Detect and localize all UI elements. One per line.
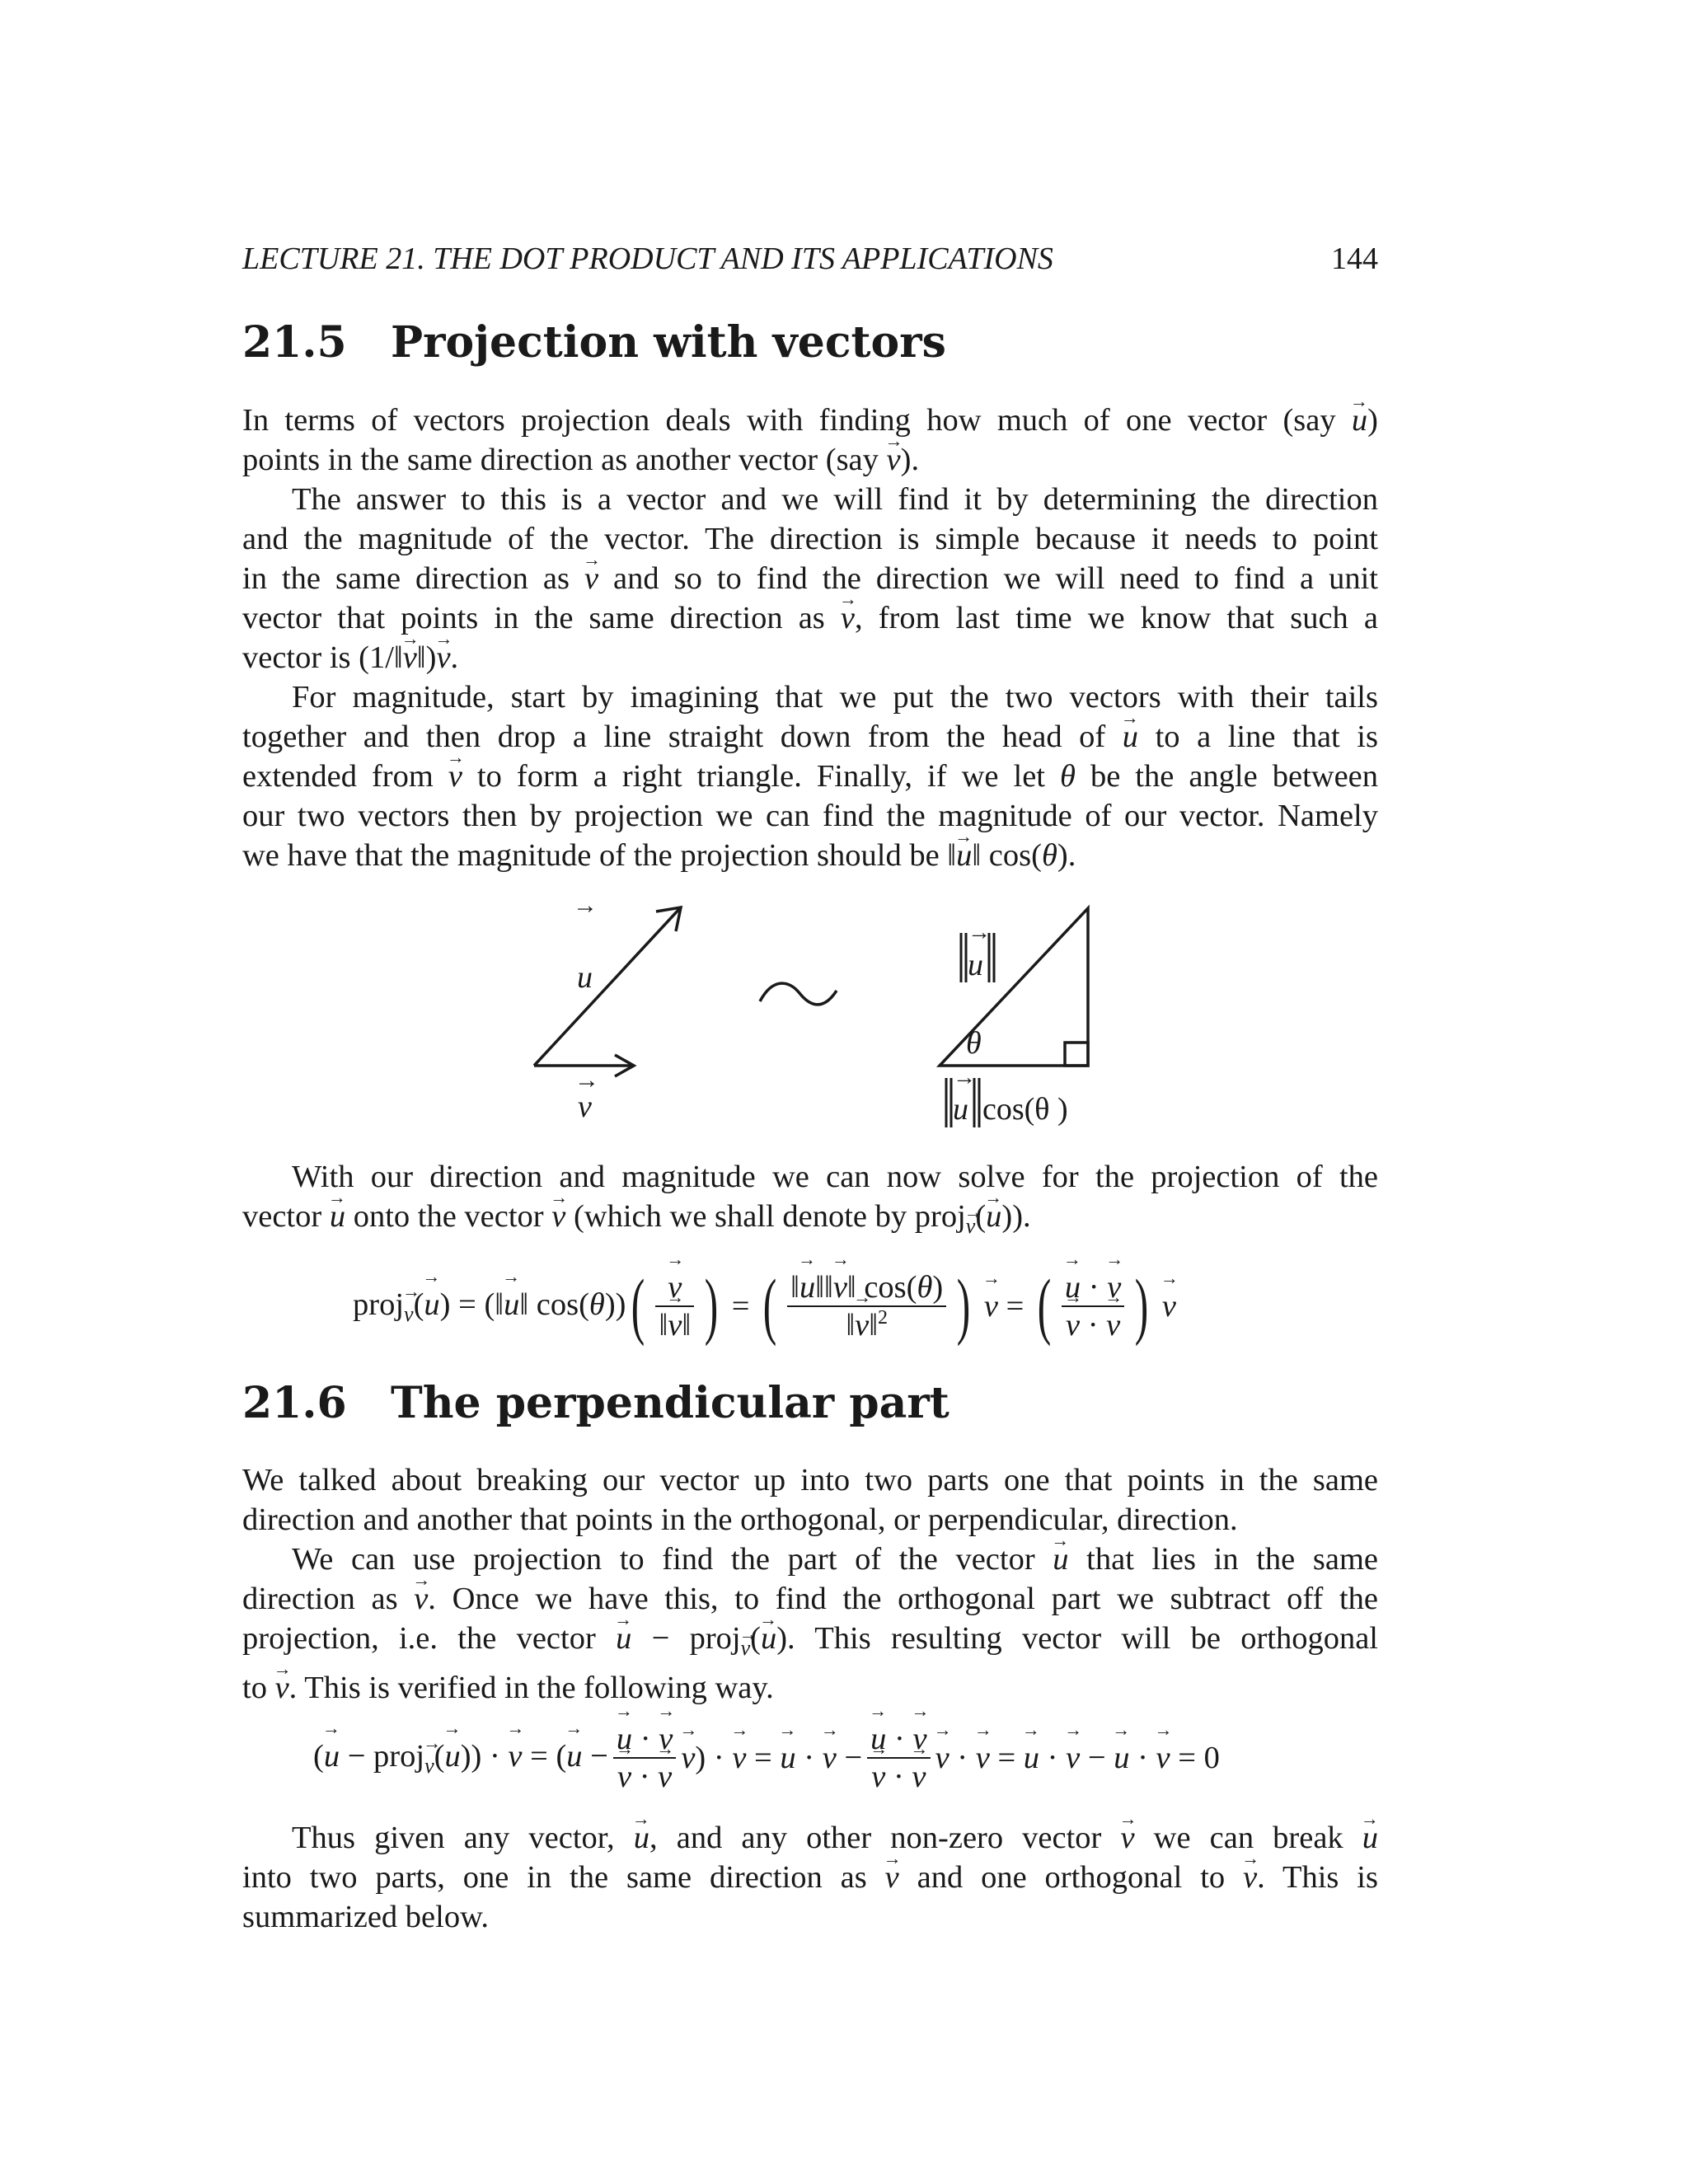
projection-equation: proj→ $_v$(→ u) = (‖→ u‖ cos(θ)) ( → $\frac{v}{‖\to v‖}$ ) = ( $\frac{‖\to u‖‖\to v‖ \cos(\theta)}{‖\to v‖^2}$ ) → v = ( → u · → v → v · → v ) → v xyxy=(353,1261,1342,1352)
svg-text:→: → xyxy=(573,892,598,919)
projection-figure xyxy=(495,890,1121,1146)
svg-text:→: → xyxy=(574,1066,599,1094)
vector-u-arrow xyxy=(534,908,680,1066)
running-header xyxy=(242,241,1378,277)
theta-label: θ xyxy=(966,1026,982,1061)
paragraph-projection-solve: With our direction and magnitude we can now solve for the projection of the vector → u onto the vector → v (which we shall denote by proj→ $_v$(→ u)). xyxy=(242,1157,1378,1246)
label-u: u xyxy=(577,960,593,995)
section-title: Projection with vectors xyxy=(391,317,946,368)
page-number: 144 xyxy=(1331,241,1378,276)
base-label-u: u xyxy=(953,1092,968,1127)
section-heading-21-5 xyxy=(242,317,946,368)
section-number: 21.5 xyxy=(242,317,347,368)
paragraph-perpendicular: We talked about breaking our vector up into two parts one that points in the same direction and another that points in the orthogonal, or perpendicular, direction. We can use projection to find the part of the vector → u that lies in the same direction as → v. Once we have this, to find the orthogonal part we subtract off the projection, i.e. the vector → u − proj→ $_v$(→ u). This resulting vector will be orthogonal to → v. This is verified in the following way. xyxy=(242,1460,1378,1708)
paragraph-summary: Thus given any vector, → u, and any other non-zero vector → v we can break → u into two parts, one in the same direction as → v and one orthogonal to → v. This is summarized below. xyxy=(242,1818,1378,1937)
running-title: LECTURE 21. THE DOT PRODUCT AND ITS APPLICATIONS xyxy=(242,241,1053,276)
vector-diagram xyxy=(534,907,1088,1076)
section-title: The perpendicular part xyxy=(391,1378,950,1428)
section-heading-21-6 xyxy=(242,1378,950,1428)
base-label-cos: cos(θ ) xyxy=(982,1092,1068,1127)
paragraph-projection-intro: In terms of vectors projection deals with finding how much of one vector (say → u) points in the same direction as another vector (say → v). The answer to this is a vector and we will find it by determining the direction and the magnitude of the vector. The direction is simple because it needs to point in the same direction as → v and so to find the direction we will need to find a unit vector that points in the same direction as → v, from last time we know that such a vector is (1/‖→ v‖)→ v. For magnitude, start by imagining that we put the two vectors with their tails together and then drop a line straight down from the head of → u to a line that is extended from → v to form a right triangle. Finally, if we let θ be the angle between our two vectors then by projection we can find the magnitude of our vector. Namely we have that the magnitude of the projection should be ‖→ u‖ cos(θ). xyxy=(242,401,1378,875)
hypotenuse-label: u xyxy=(968,948,983,982)
orthogonal-verification-equation: (→ u − proj→ $_v$(→ u)) · → v = (→ u − → u · → v → v · → v → v) · → v = → u · → v − → u · → v → v · → v → v · → v = → u · → v − → u · → v = 0 xyxy=(313,1713,1385,1803)
tilde-symbol xyxy=(760,983,837,1005)
svg-text:→: → xyxy=(953,1065,976,1090)
svg-text:→: → xyxy=(968,920,991,945)
section-number: 21.6 xyxy=(242,1378,347,1428)
label-v: v xyxy=(578,1090,592,1124)
right-angle-marker xyxy=(1065,1043,1088,1066)
